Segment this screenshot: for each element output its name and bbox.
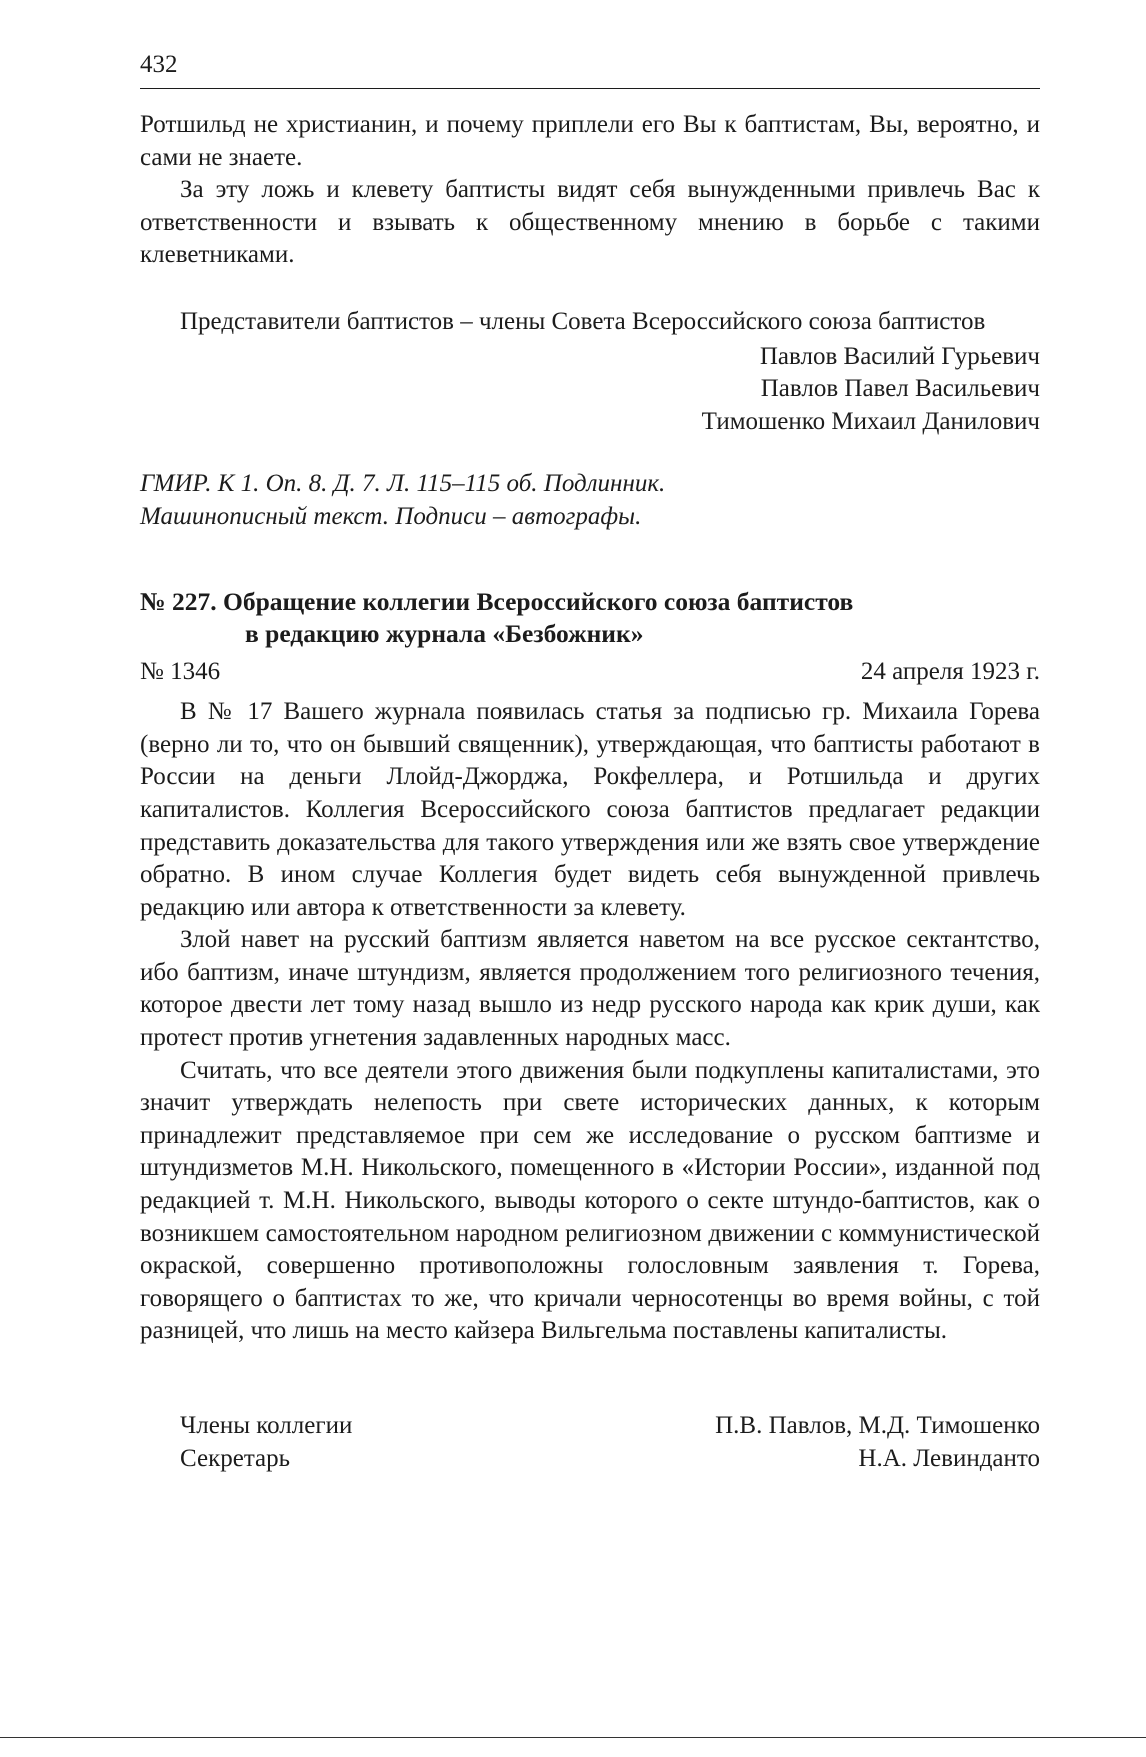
page-body: [140, 109, 1040, 1475]
document-paragraph-2: Злой навет на русский баптизм является наветом на все русское сектантство, ибо баптизм, иначе штундизм, является продолжением того религиозного течения, которое двести лет тому назад вышло из недр русского народа как крик души, как протест против угнетения задавленных народных масс.: [140, 926, 1040, 1052]
representatives-line: Представители баптистов – члены Совета Всероссийского союза баптистов: [180, 307, 986, 335]
signer-role: Члены коллегии: [180, 1412, 353, 1439]
source-note-line: ГМИР. К 1. Оп. 8. Д. 7. Л. 115–115 об. Подлинник.: [140, 470, 666, 498]
document-meta: [140, 656, 1040, 689]
signatory-list: [140, 339, 1040, 439]
bottom-edge-rule: [0, 1737, 1146, 1738]
source-note: [140, 468, 1040, 533]
header-rule: [140, 88, 1040, 89]
document-heading-line: № 227. Обращение коллегии Всероссийского союза баптистов: [140, 586, 854, 616]
signatory-name: Павлов Василий Гурьевич: [759, 342, 1040, 370]
document-heading-line: в редакцию журнала «Безбожник»: [245, 618, 644, 648]
signer-names: П.В. Павлов, М.Д. Тимошенко: [715, 1412, 1040, 1439]
signer-role: Секретарь: [180, 1444, 291, 1472]
signer-row: [140, 1410, 1040, 1443]
document-heading: [140, 586, 1040, 650]
source-note-line: Машинописный текст. Подписи – автографы.: [140, 502, 642, 530]
intro-paragraph-2: За эту ложь и клевету баптисты видят себя вынужденными привлечь Вас к ответственности и взывать к общественному мнению в борьбе с такими клеветниками.: [140, 176, 1040, 269]
page-number: 432: [140, 51, 178, 78]
intro-paragraph-1: Ротшильд не христианин, и почему приплели его Вы к баптистам, Вы, вероятно, и сами не знаете.: [140, 111, 1040, 171]
document-number: № 1346: [140, 657, 221, 685]
document-paragraph-1: В № 17 Вашего журнала появилась статья за подписью гр. Михаила Горева (верно ли то, что он бывший священник), утверждающая, что баптисты работают в России на деньги Ллойд-Джорджа, Рокфеллера, и Ротшильда и других капиталистов. Коллегия Всероссийского союза баптистов предлагает редакции представить доказательства для такого утверждения или же взять свое утверждение обратно. В ином случае Коллегия будет видеть себя вынужденной привлечь редакцию или автора к ответственности за клевету.: [140, 698, 1040, 921]
signer-row: [140, 1443, 1040, 1476]
document-paragraph-3: Считать, что все деятели этого движения были подкуплены капиталистами, это значит утверждать нелепость при свете исторических данных, к которым принадлежит представляемое при сем же исследование о русском баптизме и штундизметов М.Н. Никольского, помещенного в «Истории России», изданной под редакцией т. М.Н. Никольского, выводы которого о секте штундо-баптистов, как о возникшем самостоятельном народном религиозном движении с коммунистической окраской, совершенно противоположны голословным заявления т. Горева, говорящего о баптистах то же, что кричали черносотенцы во время войны, с той разницей, что лишь на место кайзера Вильгельма поставлены капиталисты.: [140, 1056, 1040, 1345]
document-date: 24 апреля 1923 г.: [860, 657, 1040, 685]
signatory-name: Павлов Павел Васильевич: [760, 375, 1040, 403]
signatory-name: Тимошенко Михаил Данилович: [701, 407, 1040, 435]
signer-names: Н.А. Левинданто: [858, 1444, 1040, 1472]
